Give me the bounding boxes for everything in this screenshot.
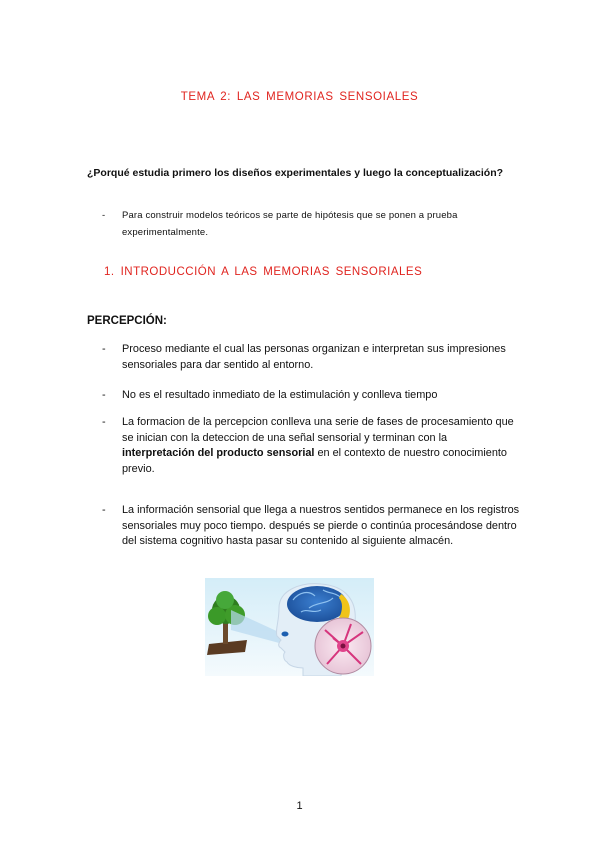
list-item-text: en el contexto de nuestro conocimiento previo. [122,447,507,475]
perception-heading: PERCEPCIÓN: [87,315,167,327]
dash-bullet: - [102,389,106,401]
dash-bullet: - [102,416,106,428]
dash-bullet: - [102,343,106,355]
page-number: 1 [296,800,303,812]
list-item [102,342,522,373]
list-item-text: La información sensorial que llega a nuestros sentidos permanece en los registros sensoriales muy poco tiempo. después se pierde o continúa procesándose dentro del sistema cognitivo hasta pasar su contenido al siguiente almacén. [122,504,520,548]
list-item-text: Proceso mediante el cual las personas organizan e interpretan sus impresiones sensoriales para dar sentido al entorno. [122,343,506,371]
question-text: ¿Porqué estudia primero los diseños experimentales y luego la conceptualización? [87,167,504,179]
list-item-text: La formacion de la percepcion conlleva una serie de fases de procesamiento que se inician con la deteccion de una señal sensorial y terminan con la [122,416,514,444]
list-item [102,415,522,477]
eye-icon [282,632,289,637]
perception-illustration [205,578,374,676]
answer-list-item [102,207,494,241]
list-item-text: No es el resultado inmediato de la estimulación y conlleva tiempo [122,389,438,401]
list-item [102,503,522,550]
neuron-icon [315,618,371,674]
list-item-bold-text: interpretación del producto sensorial [122,447,315,460]
dash-bullet: - [102,504,106,516]
dash-bullet: - [102,210,106,221]
document-title: TEMA 2: LAS MEMORIAS SENSOIALES [180,91,419,103]
section-heading [104,266,422,278]
section-number: 1. [104,266,115,278]
list-item [102,388,522,404]
section-title: INTRODUCCIÓN A LAS MEMORIAS SENSORIALES [120,266,423,278]
answer-text: Para construir modelos teóricos se parte de hipótesis que se ponen a prueba experimentalmente. [122,210,458,238]
